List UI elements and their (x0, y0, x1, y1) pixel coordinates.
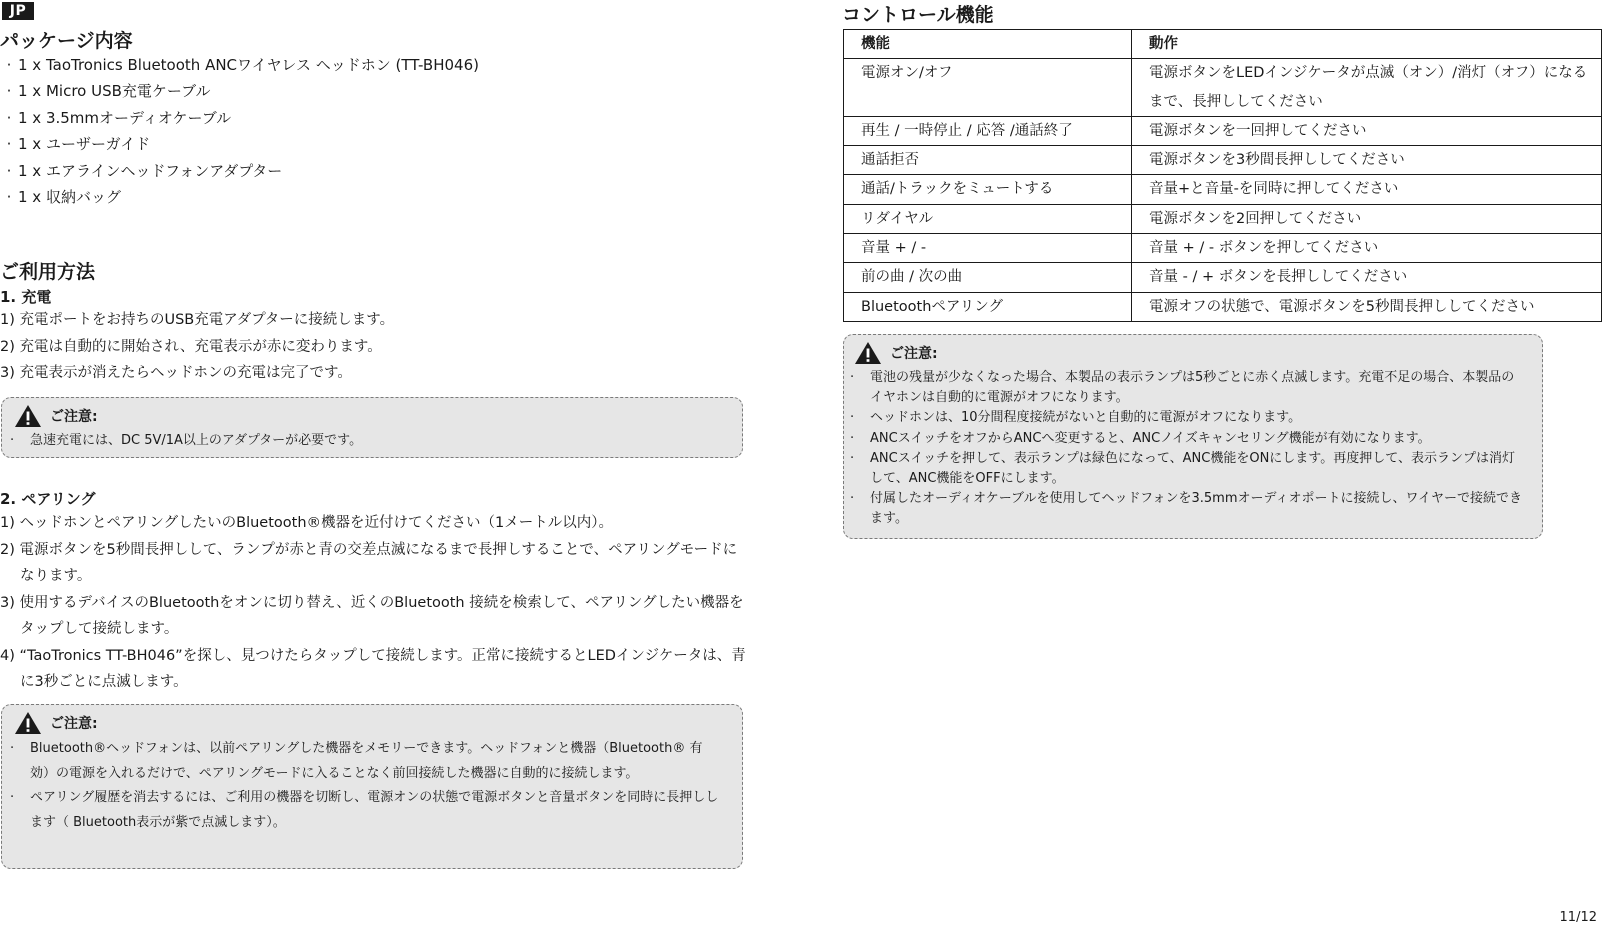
note-item: · ペアリング履歴を消去するには、ご利用の機器を切断し、電源オンの状態で電源ボタンと音量ボタンを同時に長押しします（ Bluetooth表示が紫で点滅します）。 (10, 790, 719, 831)
pairing-title: 2. ペアリング (0, 490, 96, 508)
page-number: 11/12 (1559, 910, 1597, 925)
note-header (14, 404, 730, 428)
pairing-note (1, 704, 743, 869)
cell-action: 電源ボタンをLEDインジケータが点滅（オン）/消灯（オフ）になるまで、長押ししてください (1132, 59, 1602, 117)
note-item: · 付属したオーディオケーブルを使用してヘッドフォンを3.5mmオーディオポートに接続し、ワイヤーで接続できます。 (850, 491, 1523, 527)
language-badge: JP (2, 2, 34, 20)
cell-function: 音量 + / - (844, 234, 1132, 263)
note-item: · ヘッドホンは、10分間程度接続がないと自動的に電源がオフになります。 (850, 410, 1302, 426)
cell-function: 電源オン/オフ (844, 59, 1132, 117)
package-list (0, 52, 479, 210)
package-item: · 1 x Micro USB充電ケーブル (6, 82, 211, 101)
note-title: ご注意: (50, 409, 98, 425)
cell-action: 音量 + / - ボタンを押してください (1132, 234, 1602, 263)
controls-note (843, 334, 1543, 539)
warning-icon (14, 711, 42, 735)
table-row (844, 175, 1602, 204)
charging-step: 2) 充電は自動的に開始され、充電表示が赤に変わります。 (0, 338, 382, 355)
warning-icon (14, 404, 42, 428)
pairing-note-list (10, 737, 719, 836)
pairing-steps (0, 510, 748, 696)
table-row (844, 59, 1602, 117)
package-item: · 1 x エアラインヘッドフォンアダプター (6, 161, 283, 180)
table-row (844, 146, 1602, 175)
pairing-step: 4) “TaoTronics TT-BH046”を探し、見つけたらタップして接続します。正常に接続するとLEDインジケータは、青に3秒ごとに点滅します。 (0, 647, 746, 690)
cell-function: Bluetoothペアリング (844, 292, 1132, 321)
note-header (14, 711, 730, 735)
cell-function: 前の曲 / 次の曲 (844, 263, 1132, 292)
pairing-step: 1) ヘッドホンとペアリングしたいのBluetooth®機器を近付けてください（1メートル以内）。 (0, 515, 613, 531)
cell-action: 音量+と音量-を同時に押してください (1132, 175, 1602, 204)
cell-action: 電源ボタンを3秒間長押ししてください (1132, 146, 1602, 175)
cell-action: 電源オフの状態で、電源ボタンを5秒間長押ししてください (1132, 292, 1602, 321)
package-item: · 1 x 収納バッグ (6, 187, 121, 206)
charging-note-list (10, 431, 730, 451)
controls-note-list (850, 368, 1524, 530)
note-title: ご注意: (50, 716, 98, 732)
note-title: ご注意: (890, 346, 938, 362)
package-title: パッケージ内容 (0, 30, 133, 52)
package-item: · 1 x ユーザーガイド (6, 135, 151, 154)
note-header (854, 341, 1532, 365)
controls-table (843, 29, 1602, 322)
table-row (844, 292, 1602, 321)
charging-step: 3) 充電表示が消えたらヘッドホンの充電は完了です。 (0, 365, 352, 381)
cell-function: 通話拒否 (844, 146, 1132, 175)
table-row (844, 204, 1602, 233)
cell-function: 再生 / 一時停止 / 応答 /通話終了 (844, 116, 1132, 145)
charging-note (1, 397, 743, 458)
note-item: · ANCスイッチをオフからANCへ変更すると、ANCノイズキャンセリング機能が有効になります。 (850, 430, 1431, 446)
usage-title: ご利用方法 (0, 261, 96, 283)
cell-action: 電源ボタンを一回押してください (1132, 116, 1602, 145)
note-item: · ANCスイッチを押して、表示ランプは緑色になって、ANC機能をONにします。再度押して、表示ランプは消灯して、ANC機能をOFFにします。 (850, 450, 1516, 487)
cell-action: 音量 - / + ボタンを長押ししてください (1132, 263, 1602, 292)
table-row (844, 116, 1602, 145)
package-item: · 1 x 3.5mmオーディオケーブル (6, 108, 232, 127)
pairing-step: 2) 電源ボタンを5秒間長押しして、ランプが赤と青の交差点滅になるまで長押しすることで、ペアリングモードになります。 (0, 541, 738, 584)
charging-steps (0, 307, 760, 387)
table-header-row (844, 30, 1602, 59)
controls-title: コントロール機能 (842, 4, 994, 26)
warning-icon (854, 341, 882, 365)
header-action: 動作 (1132, 30, 1602, 59)
table-row (844, 263, 1602, 292)
note-item: · 電池の残量が少なくなった場合、本製品の表示ランプは5秒ごとに赤く点滅します。充電不足の場合、本製品のイヤホンは自動的に電源がオフになります。 (850, 370, 1515, 406)
pairing-step: 3) 使用するデバイスのBluetoothをオンに切り替え、近くのBluetooth 接続を検索して、ペアリングしたい機器をタップして接続します。 (0, 594, 744, 637)
cell-function: 通話/トラックをミュートする (844, 175, 1132, 204)
note-item: · Bluetooth®ヘッドフォンは、以前ペアリングした機器をメモリーできます。ヘッドフォンと機器（Bluetooth® 有効）の電源を入れるだけで、ペアリングモードに入ることなく前回接続した機器に自動的に接続します。 (10, 741, 703, 781)
package-item: · 1 x TaoTronics Bluetooth ANCワイヤレス ヘッドホン (TT-BH046) (6, 56, 479, 74)
header-function: 機能 (844, 30, 1132, 59)
table-row (844, 234, 1602, 263)
charging-step: 1) 充電ポートをお持ちのUSB充電アダプターに接続します。 (0, 312, 395, 328)
charging-title: 1. 充電 (0, 288, 52, 306)
cell-action: 電源ボタンを2回押してください (1132, 204, 1602, 233)
cell-function: リダイヤル (844, 204, 1132, 233)
note-item: · 急速充電には、DC 5V/1A以上のアダプターが必要です。 (10, 433, 363, 448)
